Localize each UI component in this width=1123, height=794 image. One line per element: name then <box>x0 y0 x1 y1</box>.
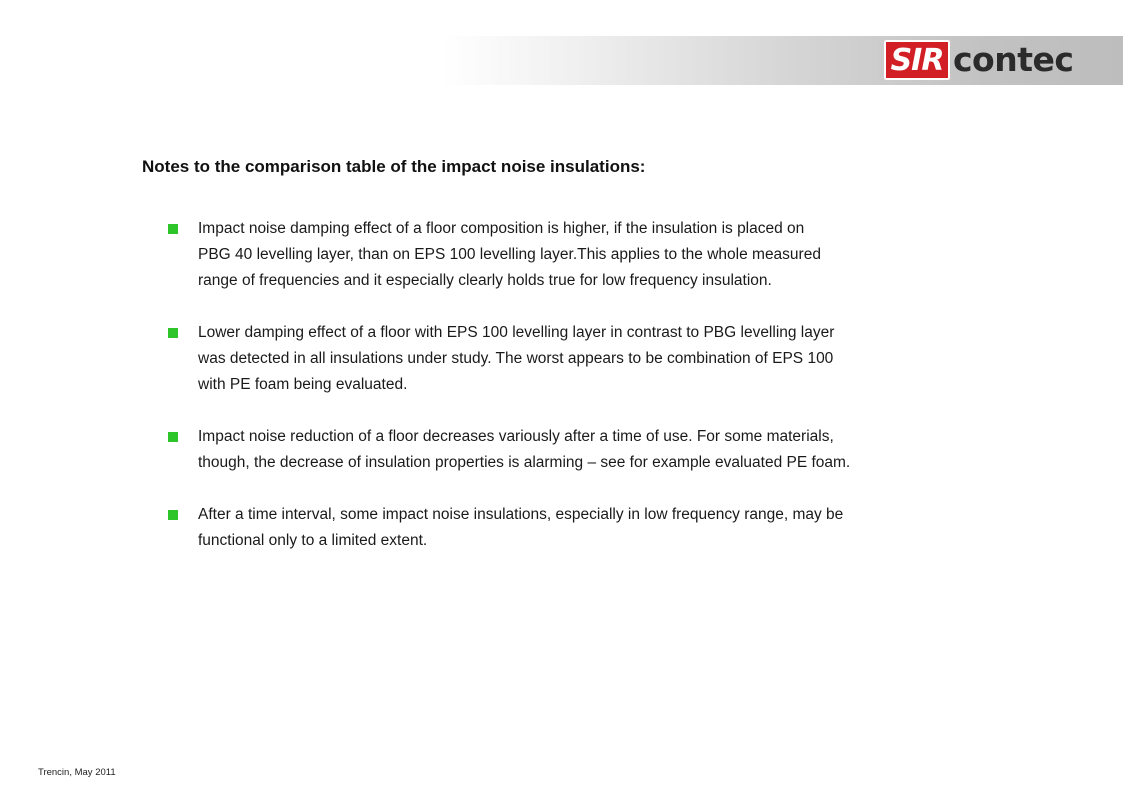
note-text: Impact noise damping effect of a floor composition is higher, if the insulation is placed on PBG 40 levelling layer, than on EPS 100 levelling layer.This applies to the whole measured range of frequencies and it especially clearly holds true for low frequency insulation. <box>198 220 821 289</box>
list-item <box>168 502 968 554</box>
list-item <box>168 216 968 294</box>
logo-wordmark: contec <box>953 40 1074 79</box>
notes-list <box>168 216 968 580</box>
note-text: Impact noise reduction of a floor decreases variously after a time of use. For some materials, though, the decrease of insulation properties is alarming – see for example evaluated PE foam. <box>198 428 851 471</box>
square-bullet-icon <box>168 328 178 338</box>
square-bullet-icon <box>168 432 178 442</box>
list-item <box>168 424 968 476</box>
footer-date: Trencin, May 2011 <box>38 767 116 778</box>
square-bullet-icon <box>168 510 178 520</box>
logo-red-box: SIR <box>884 40 950 80</box>
list-item <box>168 320 968 398</box>
company-logo <box>884 40 1073 80</box>
note-text: After a time interval, some impact noise insulations, especially in low frequency range, may be functional only to a limited extent. <box>198 506 844 549</box>
square-bullet-icon <box>168 224 178 234</box>
note-text: Lower damping effect of a floor with EPS 100 levelling layer in contrast to PBG levelling layer was detected in all insulations under study. The worst appears to be combination of EPS 100 with PE foam being evaluated. <box>198 324 835 393</box>
page-title: Notes to the comparison table of the impact noise insulations: <box>142 157 646 176</box>
